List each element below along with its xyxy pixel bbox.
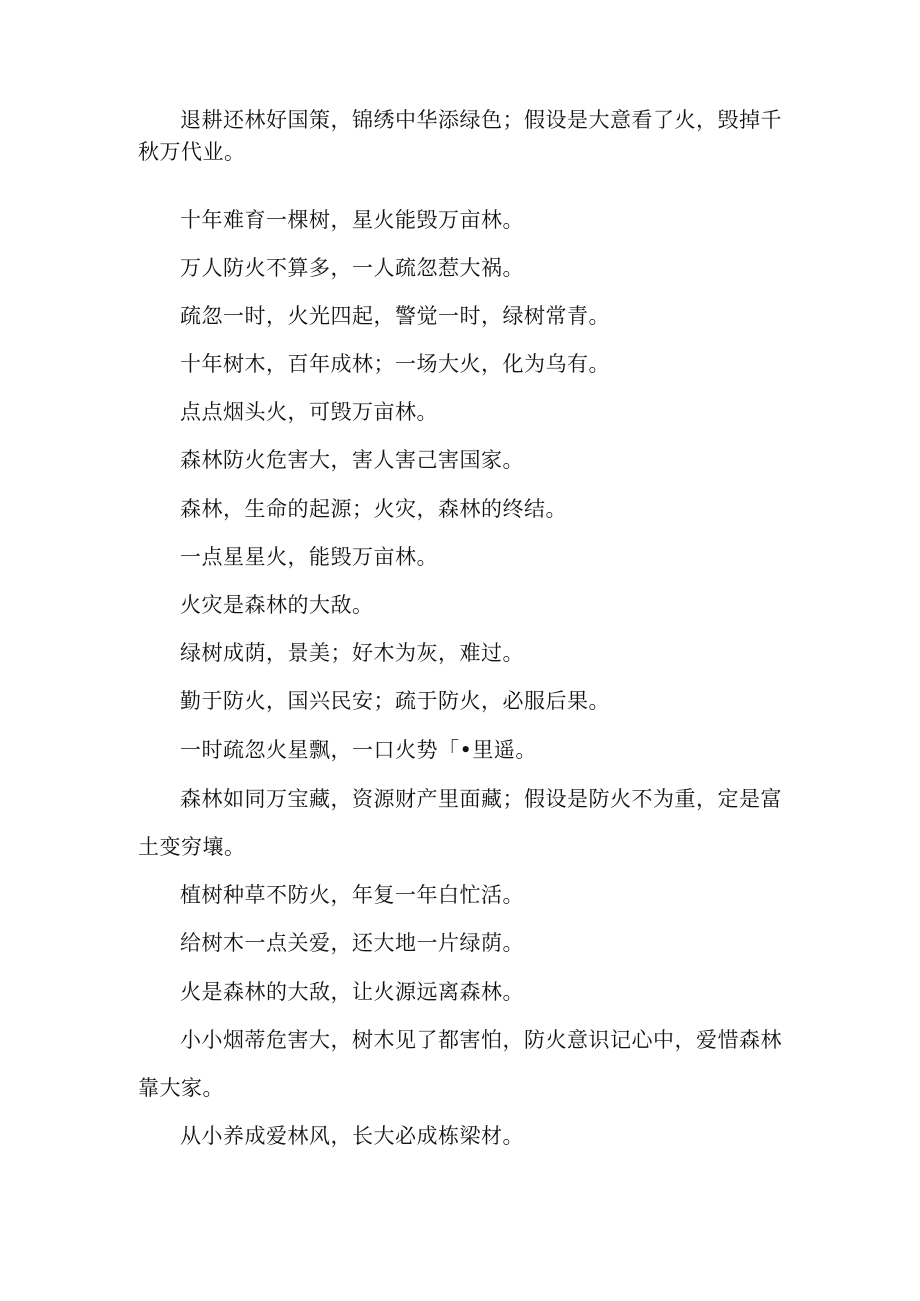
paragraph-9: 一点星星火，能毁万亩林。	[180, 545, 438, 569]
paragraph-1-line-2: 秋万代业。	[138, 140, 246, 164]
paragraph-10: 火灾是森林的大敌。	[180, 593, 374, 617]
paragraph-6: 点点烟头火，可毁万亩林。	[180, 400, 438, 424]
paragraph-18-line-1: 小小烟蒂危害大，树木见了都害怕，防火意识记心中，爱惜森林	[180, 1028, 782, 1052]
paragraph-4: 疏忽一时，火光四起，警觉一时，绿树常青。	[180, 304, 610, 328]
paragraph-18-line-2: 靠大家。	[138, 1076, 224, 1100]
paragraph-7: 森林防火危害大，害人害己害国家。	[180, 448, 524, 472]
paragraph-5: 十年树木，百年成林；一场大火，化为乌有。	[180, 352, 610, 376]
paragraph-14-line-2: 土变穷壤。	[138, 835, 246, 859]
paragraph-15: 植树种草不防火，年复一年白忙活。	[180, 883, 524, 907]
paragraph-11: 绿树成荫，景美；好木为灰，难过。	[180, 641, 524, 665]
paragraph-8: 森林，生命的起源；火灾，森林的终结。	[180, 497, 567, 521]
paragraph-13: 一时疏忽火星飘，一口火势「•里遥。	[180, 738, 537, 762]
paragraph-1-line-1: 退耕还林好国策，锦绣中华添绿色；假设是大意看了火，毁掉千	[180, 108, 782, 132]
paragraph-16: 给树木一点关爱，还大地一片绿荫。	[180, 931, 524, 955]
paragraph-3: 万人防火不算多，一人疏忽惹大祸。	[180, 256, 524, 280]
paragraph-14-line-1: 森林如同万宝藏，资源财产里面藏；假设是防火不为重，定是富	[180, 787, 782, 811]
paragraph-2: 十年难育一棵树，星火能毁万亩林。	[180, 208, 524, 232]
paragraph-19: 从小养成爱林风，长大必成栋梁材。	[180, 1124, 524, 1148]
paragraph-12: 勤于防火，国兴民安；疏于防火，必服后果。	[180, 689, 610, 713]
paragraph-17: 火是森林的大敌，让火源远离森林。	[180, 980, 524, 1004]
